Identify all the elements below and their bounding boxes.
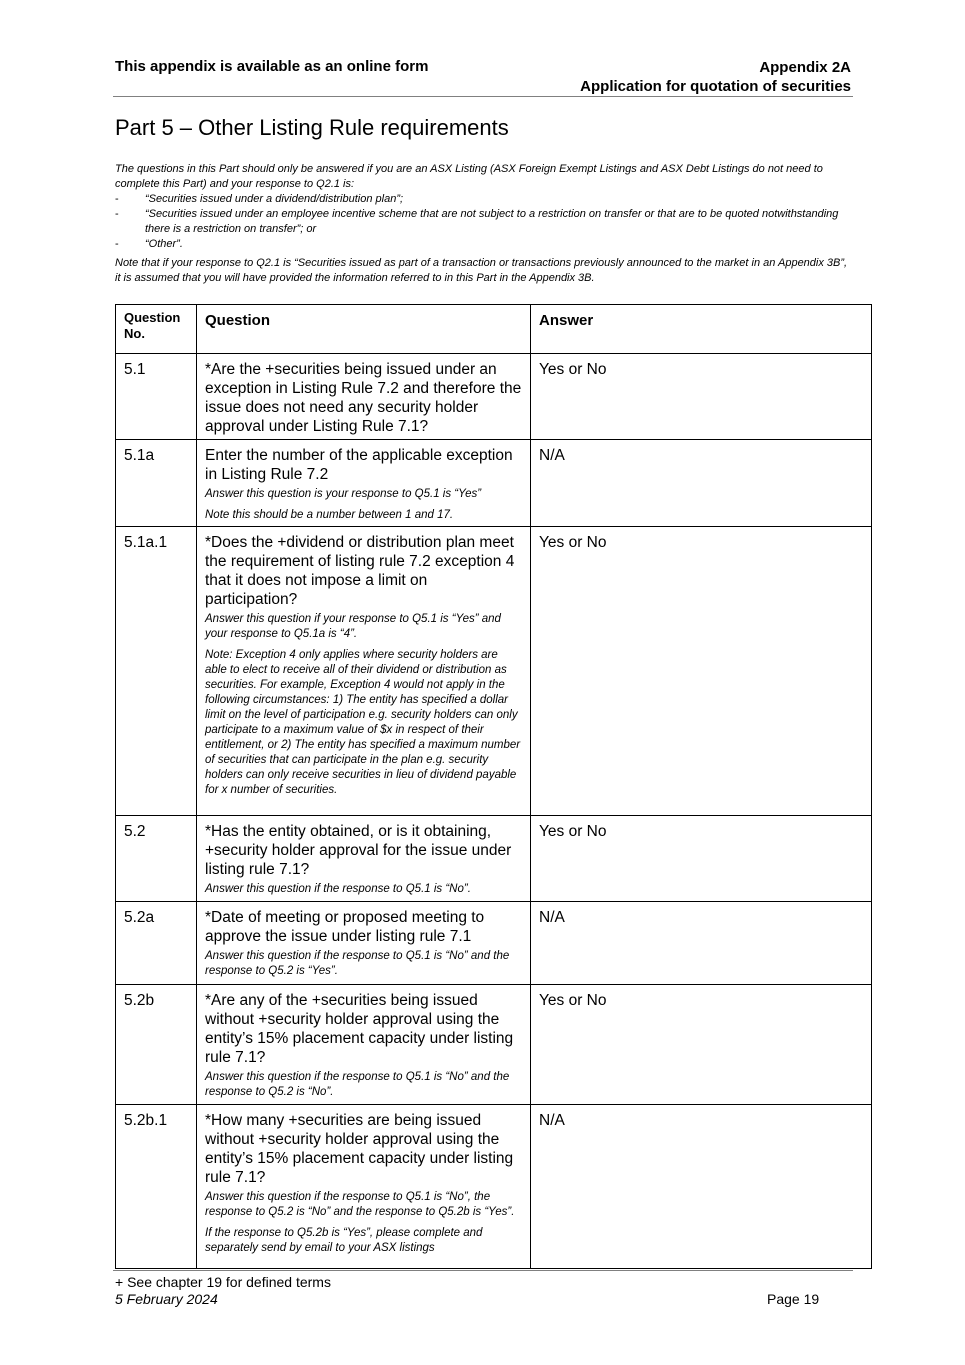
intro-section (115, 162, 850, 286)
intro-bullet: - “Other”. (115, 237, 850, 252)
intro-bullet: - “Securities issued under an employee incentive scheme that are not subject to a restriction on transfer or that are to be quoted notwithstanding there is a restriction on transfer”; or (115, 207, 850, 237)
table-row (116, 527, 872, 816)
header-question: Question (197, 305, 531, 354)
question-number: 5.2a (116, 902, 197, 985)
page-number: Page 19 (767, 1291, 820, 1307)
question-guidance-note: Answer this question if your response to Q5.1 is “Yes” and your response to Q5.1a is “4”. (205, 613, 501, 640)
question-cell (197, 440, 531, 527)
question-cell (197, 1105, 531, 1269)
question-number: 5.1a.1 (116, 527, 197, 816)
answer-cell: Yes or No (531, 527, 872, 816)
page-title: Part 5 – Other Listing Rule requirements (115, 115, 509, 140)
question-text: *Are the +securities being issued under an exception in Listing Rule 7.2 and therefore the issue does not need any security holder approval under Listing Rule 7.1? (205, 361, 522, 435)
table-row (116, 1105, 872, 1269)
question-cell (197, 354, 531, 440)
header-divider (113, 96, 853, 97)
intro-paragraph: The questions in this Part should only be answered if you are an ASX Listing (ASX Foreign Exempt Listings and ASX Debt Listings do not need to complete this Part) and your response to Q2.1 is: (115, 163, 823, 190)
appendix-label: Appendix 2A (759, 59, 851, 76)
question-text: Enter the number of the applicable exception in Listing Rule 7.2 (205, 447, 513, 483)
question-cell (197, 902, 531, 985)
appendix-heading (580, 58, 851, 96)
intro-bullet: - “Securities issued under a dividend/distribution plan”; (115, 192, 850, 207)
table-row (116, 354, 872, 440)
question-text: *How many +securities are being issued without +security holder approval using the entity’s 15% placement capacity under listing rule 7.1? (205, 1112, 514, 1186)
question-cell (197, 985, 531, 1105)
question-guidance-note: Note this should be a number between 1 and 17. (205, 509, 454, 521)
question-text: *Date of meeting or proposed meeting to approve the issue under listing rule 7.1 (205, 909, 485, 945)
question-guidance-note: Answer this question if the response to Q5.1 is “No” and the response to Q5.2 is “Yes”. (205, 950, 510, 977)
question-guidance-note: Answer this question if the response to Q5.1 is “No”. (205, 883, 471, 895)
answer-cell: Yes or No (531, 985, 872, 1105)
question-guidance-note: If the response to Q5.2b is “Yes”, please complete and separately send by email to your ASX listings (205, 1227, 483, 1254)
table-row (116, 902, 872, 985)
intro-note: Note that if your response to Q2.1 is “Securities issued as part of a transaction or transactions previously announced to the market in an Appendix 3B”, it is assumed that you will have provided the information referred to in this Part in the Appendix 3B. (115, 257, 848, 284)
header-answer: Answer (531, 305, 872, 354)
question-number: 5.2 (116, 816, 197, 902)
question-number: 5.1a (116, 440, 197, 527)
answer-cell: N/A (531, 1105, 872, 1269)
question-guidance-note: Answer this question is your response to Q5.1 is “Yes” (205, 488, 482, 500)
footer-divider (113, 1270, 853, 1271)
question-cell (197, 527, 531, 816)
header-question-no: Question No. (116, 305, 197, 354)
questions-table (115, 304, 872, 1269)
question-text: *Are any of the +securities being issued without +security holder approval using the entity’s 15% placement capacity under listing rule 7.1? (205, 992, 514, 1066)
question-number: 5.2b (116, 985, 197, 1105)
question-guidance-note: Answer this question if the response to Q5.1 is “No” and the response to Q5.2 is “No”. (205, 1071, 510, 1098)
answer-cell: N/A (531, 902, 872, 985)
appendix-title: Application for quotation of securities (580, 78, 851, 95)
answer-cell: Yes or No (531, 354, 872, 440)
publication-date: 5 February 2024 (115, 1291, 218, 1307)
question-number: 5.2b.1 (116, 1105, 197, 1269)
table-body (116, 354, 872, 1269)
table-header-row (116, 305, 872, 354)
question-cell (197, 816, 531, 902)
table-row (116, 985, 872, 1105)
online-form-notice: This appendix is available as an online form (115, 58, 429, 75)
intro-bullet-list (115, 192, 850, 252)
answer-cell: Yes or No (531, 816, 872, 902)
question-text: *Does the +dividend or distribution plan meet the requirement of listing rule 7.2 exception 4 that it does not impose a limit on participation? (205, 534, 515, 608)
question-number: 5.1 (116, 354, 197, 440)
table-row (116, 816, 872, 902)
question-guidance-note: Answer this question if the response to Q5.1 is “No”, the response to Q5.2 is “No” and the response to Q5.2b is “Yes”. (205, 1191, 515, 1218)
answer-cell: N/A (531, 440, 872, 527)
defined-terms-note: + See chapter 19 for defined terms (115, 1274, 331, 1290)
question-guidance-note: Note: Exception 4 only applies where security holders are able to elect to receive all of their dividend or distribution as securities. For example, Exception 4 would not apply in the following circumstances: 1) The entity has specified a dollar limit on the level of participation e.g. security holders can only participate to a maximum value of $x in respect of their entitlement, or 2) The entity has specified a maximum number of securities that can participate in the plan e.g. security holders can only receive securities in lieu of dividend payable for x number of securities. (205, 649, 521, 796)
question-text: *Has the entity obtained, or is it obtaining, +security holder approval for the issue under listing rule 7.1? (205, 823, 512, 878)
table-row (116, 440, 872, 527)
